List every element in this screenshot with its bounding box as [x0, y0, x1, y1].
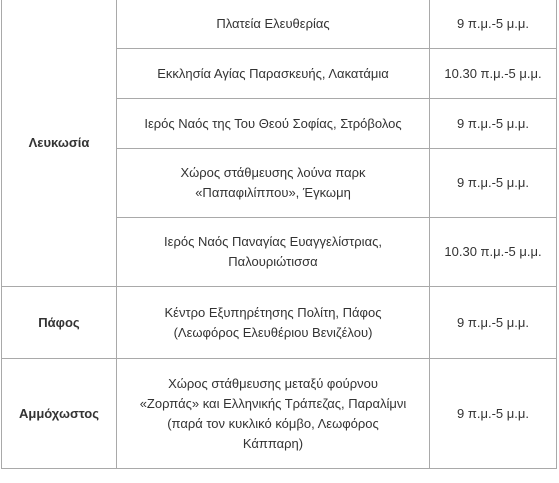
location-line: Κάππαρη)	[242, 435, 304, 451]
hours-cell: 10.30 π.μ.-5 μ.μ.	[430, 218, 557, 287]
hours-cell: 9 π.μ.-5 μ.μ.	[430, 99, 557, 149]
table-row	[2, 0, 557, 49]
location-cell: Εκκλησία Αγίας Παρασκευής, Λακατάμια	[117, 49, 430, 99]
hours-cell: 9 π.μ.-5 μ.μ.	[430, 359, 557, 469]
location-line: (παρά τον κυκλικό κόμβο, Λεωφόρος	[167, 415, 379, 431]
location-cell	[117, 287, 430, 359]
location-cell: Ιερός Ναός της Του Θεού Σοφίας, Στρόβολος	[117, 99, 430, 149]
location-cell	[117, 218, 430, 287]
table-row	[2, 359, 557, 469]
location-line: Χώρος στάθμευσης μεταξύ φούρνου	[168, 375, 378, 391]
city-cell-ammochostos: Αμμόχωστος	[2, 359, 117, 469]
location-line: «Ζορπάς» και Ελληνικής Τράπεζας, Παραλίμνι	[139, 395, 407, 411]
hours-cell: 9 π.μ.-5 μ.μ.	[430, 287, 557, 359]
location-line: «Παπαφιλίππου», Έγκωμη	[195, 185, 351, 200]
table-row	[2, 287, 557, 359]
location-cell	[117, 359, 430, 469]
location-cell	[117, 149, 430, 218]
hours-cell: 9 π.μ.-5 μ.μ.	[430, 149, 557, 218]
city-cell-lefkosia: Λευκωσία	[2, 0, 117, 287]
vaccination-locations-table	[1, 0, 557, 469]
hours-cell: 10.30 π.μ.-5 μ.μ.	[430, 49, 557, 99]
location-line: Παλουριώτισσα	[228, 254, 318, 269]
location-line: Ιερός Ναός Παναγίας Ευαγγελίστριας,	[164, 234, 382, 249]
location-cell: Πλατεία Ελευθερίας	[117, 0, 430, 49]
city-cell-pafos: Πάφος	[2, 287, 117, 359]
location-line: Χώρος στάθμευσης λούνα παρκ	[180, 165, 366, 180]
location-line: (Λεωφόρος Ελευθέριου Βενιζέλου)	[173, 324, 373, 340]
hours-cell: 9 π.μ.-5 μ.μ.	[430, 0, 557, 49]
location-line: Κέντρο Εξυπηρέτησης Πολίτη, Πάφος	[164, 304, 382, 320]
